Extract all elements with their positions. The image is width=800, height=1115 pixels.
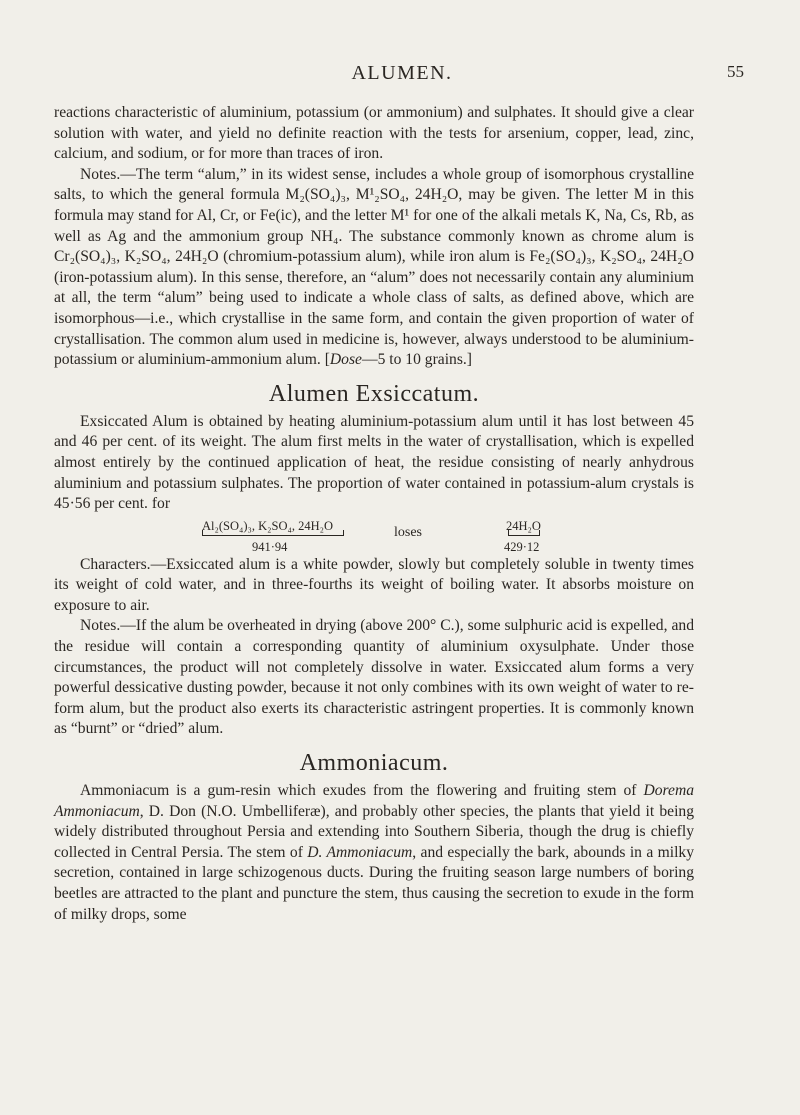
notes-text: —If the alum be overheated in drying (above 200° C.), some sulphuric acid is expelled, and the residue will contain a corresponding quantity of aluminium oxysulphate. Under those circumstances, the product will not completely dissolve in water. Exsiccated alum forms a very powerful dessicative dusting powder, because it not only combines with its own weight of water to re-form alum, but the product also exerts its characteristic astringent properties. It is commonly known as “burnt” or “dried” alum. <box>54 617 694 738</box>
exsiccatum-notes-paragraph <box>54 616 694 740</box>
formula-weight: 941·94 <box>252 539 288 554</box>
running-title: ALUMEN. <box>351 62 453 84</box>
alumen-notes-paragraph: Notes.—The term “alum,” in its widest sense, includes a whole group of isomorphous crystalline salts, to which the general formula M₂(SO₄)₃, M¹₂SO₄, 24H₂O, may be given. The letter M in this formula may stand for Al, Cr, or Fe(ic), and the letter M¹ for one of the alkali metals K, Na, Cs, Rb, as well as Ag and the ammonium group NH₄. The substance commonly known as chrome alum is Cr₂(SO₄)₃, K₂SO₄, 24H₂O (chromium-potassium alum), while iron alum is Fe₂(SO₄)₃, K₂SO₄, 24H₂O (iron-potassium alum). In this sense, therefore, an “alum” does not necessarily contain any aluminium at all, the term “alum” being used to indicate a whole class of salts, as defined above, which are isomorphous—i.e., which crystallise in the same form, and contain the given proportion of water of crystallisation. The common alum used in medicine is, however, always understood to be aluminium-potassium or aluminium-ammonium alum. [Dose—5 to 10 grains.] <box>54 165 694 369</box>
dose-label: Dose <box>329 351 362 369</box>
section-heading-alumen-exsiccatum: Alumen Exsiccatum. <box>268 380 480 407</box>
notes-label: Notes. <box>80 165 121 183</box>
alumen-tests-paragraph: reactions characteristic of aluminium, potassium (or ammonium) and sulphates. It should give a clear solution with water, and yield no definite reaction with the tests for arsenium, copper, lead, zinc, calcium, and sodium, or for more than traces of iron. <box>54 104 694 163</box>
ammoniacum-paragraph <box>54 781 694 925</box>
notes-label: Notes. <box>80 617 121 635</box>
page-body <box>54 103 694 925</box>
loses-label: loses <box>394 524 422 540</box>
water-brace <box>508 530 540 536</box>
page-number: 55 <box>727 62 744 81</box>
notes-text: —The term “alum,” in its widest sense, includes a whole group of isomorphous crystalline salts, to which the general formula M₂(SO₄)₃, M¹₂SO₄, 24H₂O, may be given. The letter M in this formula may stand for Al, Cr, or Fe(ic), and the letter M¹ for one of the alkali metals K, Na, Cs, Rb, as well as Ag and the ammonium group NH₄. The substance commonly known as chrome alum is Cr₂(SO₄)₃, K₂SO₄, 24H₂O (chromium-potassium alum), while iron alum is Fe₂(SO₄)₃, K₂SO₄, 24H₂O (iron-potassium alum). In this sense, therefore, an “alum” does not necessarily contain any aluminium at all, the term “alum” being used to indicate a whole class of salts, as defined above, which are isomorphous—i.e., which crystallise in the same form, and contain the given proportion of water of crystallisation. The common alum used in medicine is, however, always understood to be aluminium-potassium or aluminium-ammonium alum. <box>54 165 694 369</box>
ammoniacum-text-a: Ammoniacum is a gum-resin which exudes from the flowering and fruiting stem of <box>80 782 644 800</box>
formula-brace <box>202 530 344 536</box>
section-heading-ammoniacum: Ammoniacum. <box>299 750 449 777</box>
species-name: Dorema Ammoniacum <box>54 782 694 820</box>
running-header <box>60 58 744 88</box>
ammoniacum-text-b: , D. Don (N.O. Umbelliferæ), and probably other species, the plants that yield it being widely distributed throughout Persia and extending into Southern Siberia, though the drug is chiefly collected in Central Persia. The stem of <box>54 802 694 861</box>
water-loss-equation <box>54 515 694 555</box>
ammoniacum-text-c: , and especially the bark, abounds in a milky secretion, contained in large schizogenous ducts. During the fruiting season large numbers of boring beetles are attracted to the plant and puncture the stem, thus causing the secretion to exude in the form of milky drops, some <box>54 843 694 923</box>
alum-formula: Al₂(SO₄)₃, K₂SO₄, 24H₂O <box>202 518 334 533</box>
exsiccatum-intro-paragraph: Exsiccated Alum is obtained by heating aluminium-potassium alum until it has lost between 45 and 46 per cent. of its weight. The alum first melts in the water of crystallisation, which is expelled almost entirely by the continued application of heat, the residue consisting of nearly anhydrous aluminium and potassium sulphates. The proportion of water contained in potassium-alum crystals is 45·56 per cent. for <box>54 412 694 513</box>
dose-text: —5 to 10 grains. <box>361 351 467 369</box>
characters-text: —Exsiccated alum is a white powder, slowly but completely soluble in twenty times its weight of cold water, and in three-fourths its weight of boiling water. It absorbs moisture on exposure to air. <box>54 555 694 614</box>
characters-label: Characters. <box>80 555 151 573</box>
species-name-abbrev: D. Ammoniacum <box>307 843 413 861</box>
water-formula: 24H₂O <box>506 518 541 533</box>
characters-paragraph <box>54 555 694 617</box>
water-weight: 429·12 <box>504 539 540 554</box>
